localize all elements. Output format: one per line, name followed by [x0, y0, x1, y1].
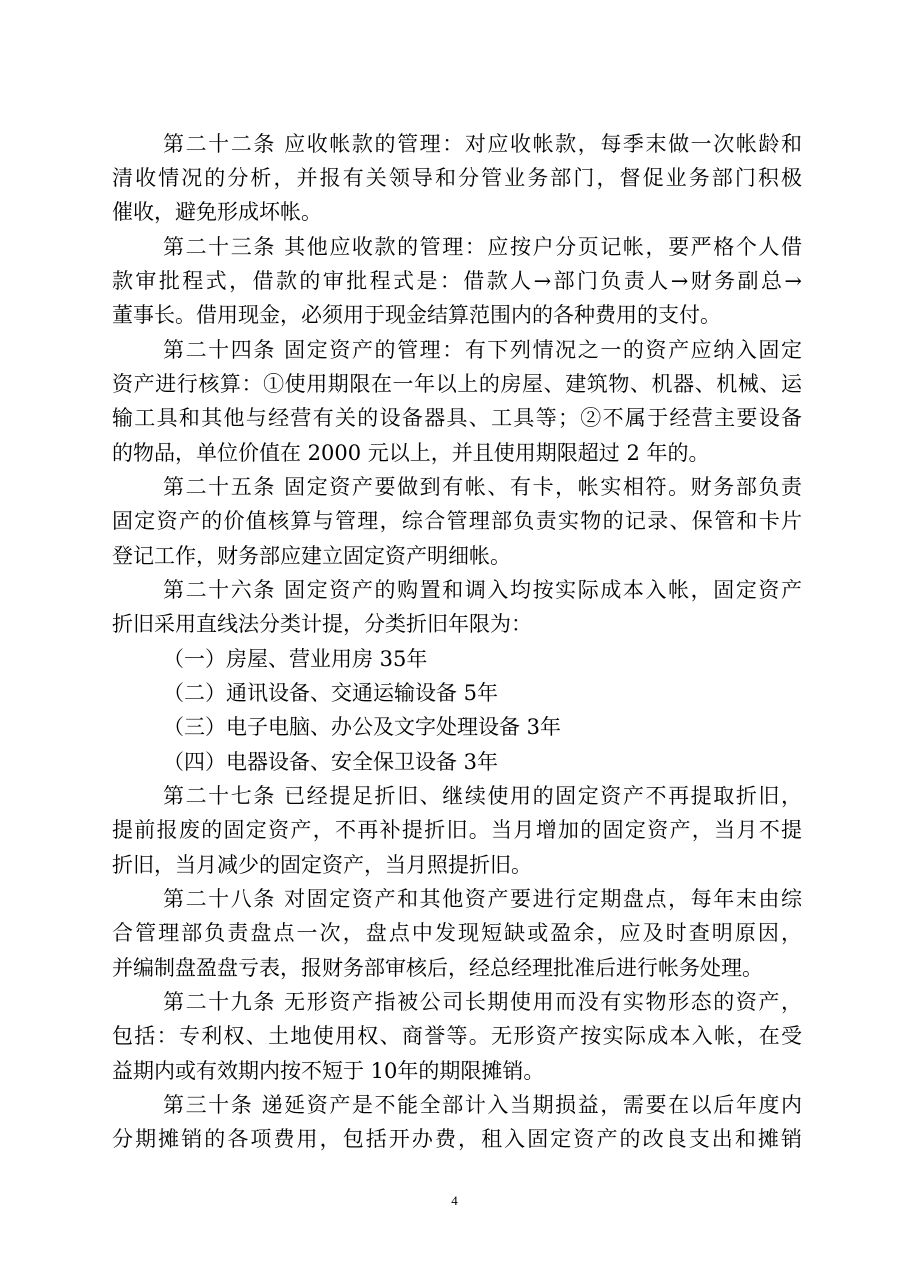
text-line: 第二十四条 固定资产的管理：有下列情况之一的资产应纳入固定	[163, 338, 802, 362]
text-line: 第二十八条 对固定资产和其他资产要进行定期盘点，每年末由综	[163, 887, 802, 911]
text-line: 董事长。借用现金，必须用于现金结算范围内的各种费用的支付。	[112, 303, 721, 327]
text-line: 第二十七条 已经提足折旧、继续使用的固定资产不再提取折旧，	[163, 784, 802, 808]
text-line: 催收，避免形成坏帐。	[112, 200, 322, 224]
text-line: 第二十五条 固定资产要做到有帐、有卡，帐实相符。财务部负责	[163, 475, 802, 499]
text-line: 第二十六条 固定资产的购置和调入均按实际成本入帐，固定资产	[163, 578, 802, 602]
text-line: 折旧采用直线法分类计提，分类折旧年限为：	[112, 612, 532, 636]
list-item: （二）通讯设备、交通运输设备 5年	[163, 681, 499, 705]
text-line: 第二十三条 其他应收款的管理：应按户分页记帐，要严格个人借	[163, 235, 802, 259]
text-line: 包括：专利权、土地使用权、商誉等。无形资产按实际成本入帐，在受	[112, 1024, 802, 1048]
list-item: （三）电子电脑、办公及文字处理设备 3年	[163, 715, 562, 739]
text-line: 并编制盘盈盘亏表，报财务部审核后，经总经理批准后进行帐务处理。	[112, 956, 763, 980]
text-line: 清收情况的分析，并报有关领导和分管业务部门，督促业务部门积极	[112, 166, 802, 190]
text-line: 提前报废的固定资产，不再补提折旧。当月增加的固定资产，当月不提	[112, 818, 802, 842]
list-item: （一）房屋、营业用房 35年	[163, 647, 428, 671]
text-line: 第二十二条 应收帐款的管理：对应收帐款，每季末做一次帐龄和	[163, 132, 802, 156]
text-line: 资产进行核算：①使用期限在一年以上的房屋、建筑物、机器、机械、运	[112, 372, 802, 396]
text-line: 折旧，当月减少的固定资产，当月照提折旧。	[112, 853, 532, 877]
text-line: 第三十条 递延资产是不能全部计入当期损益，需要在以后年度内	[163, 1093, 802, 1117]
text-line: 输工具和其他与经营有关的设备器具、工具等；②不属于经营主要设备	[112, 406, 802, 430]
text-line: 合管理部负责盘点一次，盘点中发现短缺或盈余，应及时查明原因，	[112, 921, 802, 945]
text-line: 第二十九条 无形资产指被公司长期使用而没有实物形态的资产，	[163, 990, 802, 1014]
text-line: 登记工作，财务部应建立固定资产明细帐。	[112, 544, 511, 568]
page-number: 4	[451, 1193, 458, 1208]
text-line: 款审批程式，借款的审批程式是：借款人→部门负责人→财务副总→	[112, 269, 802, 293]
text-line: 固定资产的价值核算与管理，综合管理部负责实物的记录、保管和卡片	[112, 509, 802, 533]
text-line: 的物品，单位价值在 2000 元以上，并且使用期限超过 2 年的。	[112, 441, 710, 465]
text-line: 益期内或有效期内按不短于 10年的期限摊销。	[112, 1059, 545, 1083]
list-item: （四）电器设备、安全保卫设备 3年	[163, 750, 499, 774]
text-line: 分期摊销的各项费用，包括开办费，租入固定资产的改良支出和摊销	[112, 1127, 802, 1151]
